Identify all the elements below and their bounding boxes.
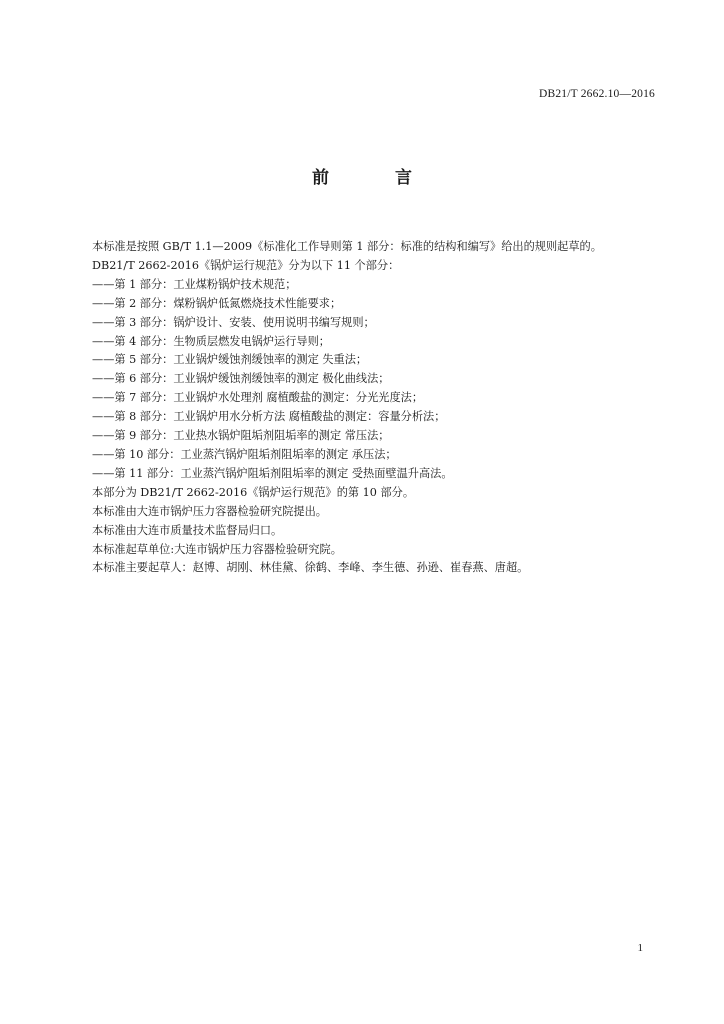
proposer-statement: 本标准由大连市锅炉压力容器检验研究院提出。 xyxy=(92,504,327,518)
page-title: 前 言 xyxy=(312,168,442,188)
part-list-item: ——第 10 部分：工业蒸汽锅炉阻垢剂阻垢率的测定 承压法； xyxy=(92,447,397,461)
part-list-item: ——第 9 部分：工业热水锅炉阻垢剂阻垢率的测定 常压法； xyxy=(92,429,390,443)
part-list-item: ——第 6 部分：工业锅炉缓蚀剂缓蚀率的测定 极化曲线法； xyxy=(92,372,390,386)
part-list-item: ——第 11 部分：工业蒸汽锅炉阻垢剂阻垢率的测定 受热面壁温升高法。 xyxy=(92,466,453,480)
part-list-item: ——第 4 部分：生物质层燃发电锅炉运行导则； xyxy=(92,334,330,348)
part-list-item: ——第 5 部分：工业锅炉缓蚀剂缓蚀率的测定 失重法； xyxy=(92,353,368,367)
part-list-item: ——第 1 部分：工业煤粉锅炉技术规范； xyxy=(92,277,297,291)
parts-overview: DB21/T 2662-2016《锅炉运行规范》分为以下 11 个部分： xyxy=(92,258,400,272)
page-number: 1 xyxy=(637,942,643,954)
part-list-item: ——第 8 部分：工业锅炉用水分析方法 腐植酸盐的测定：容量分析法； xyxy=(92,410,446,424)
this-part-statement: 本部分为 DB21/T 2662-2016《锅炉运行规范》的第 10 部分。 xyxy=(92,485,415,499)
part-list-item: ——第 3 部分：锅炉设计、安装、使用说明书编写规则； xyxy=(92,315,375,329)
document-body xyxy=(92,238,672,578)
intro-paragraph: 本标准是按照 GB/T 1.1—2009《标准化工作导则第 1 部分：标准的结构和编写》给出的规则起草的。 xyxy=(92,240,602,253)
drafters-list: 本标准主要起草人：赵博、胡刚、林佳黛、徐鹤、李峰、李生德、孙逊、崔春燕、唐超。 xyxy=(92,561,529,575)
drafting-organization: 本标准起草单位:大连市锅炉压力容器检验研究院。 xyxy=(92,542,342,556)
standard-code: DB21/T 2662.10—2016 xyxy=(538,88,655,100)
part-list-item: ——第 2 部分：煤粉锅炉低氮燃烧技术性能要求； xyxy=(92,296,342,310)
administrator-statement: 本标准由大连市质量技术监督局归口。 xyxy=(92,523,283,537)
part-list-item: ——第 7 部分：工业锅炉水处理剂 腐植酸盐的测定：分光光度法； xyxy=(92,391,424,405)
